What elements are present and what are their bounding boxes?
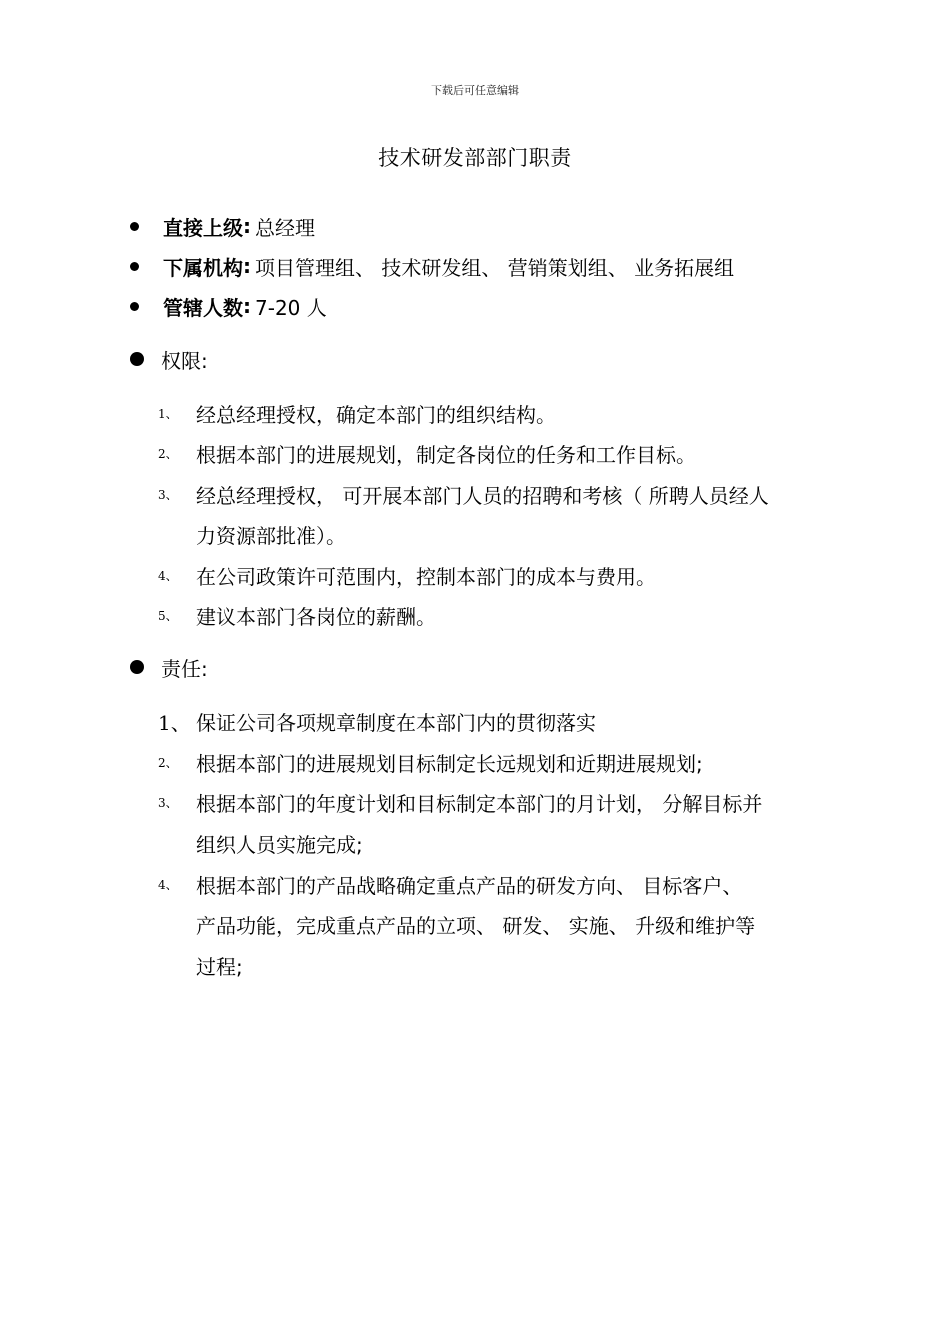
- item-text: 根据本部门的进展规划目标制定长远规划和近期进展规划;: [196, 751, 703, 776]
- info-label: 直接上级: [163, 215, 243, 240]
- item-number: 3、: [158, 487, 178, 502]
- responsibility-item-4-continued: 产品功能，完成重点产品的立项、 研发、 实施、 升级和维护等: [196, 913, 756, 938]
- item-number: 5、: [158, 608, 178, 623]
- info-value: 总经理: [255, 215, 315, 240]
- responsibility-item-3: [158, 787, 762, 817]
- document-title: 技术研发部部门职责: [378, 146, 572, 170]
- bullet-icon: [130, 660, 144, 674]
- info-row-superior: [130, 211, 315, 241]
- item-text: 根据本部门的年度计划和目标制定本部门的月计划， 分解目标并: [196, 791, 763, 816]
- section-heading-authority: [130, 344, 208, 374]
- section-heading-responsibility: [130, 652, 208, 682]
- bullet-icon: [130, 222, 139, 231]
- responsibility-item-4: [158, 869, 742, 899]
- item-number: 4、: [158, 568, 178, 583]
- info-colon: :: [243, 294, 251, 318]
- item-text: 根据本部门的进展规划，制定各岗位的任务和工作目标。: [196, 442, 696, 467]
- item-number: 3、: [158, 795, 178, 810]
- authority-item-3: [158, 479, 769, 509]
- section-title: 权限:: [161, 348, 208, 373]
- info-colon: :: [243, 214, 251, 238]
- item-number: 2、: [158, 755, 178, 770]
- item-number: 4、: [158, 877, 178, 892]
- bullet-icon: [130, 262, 139, 271]
- info-value: 7-20 人: [255, 295, 327, 320]
- item-text: 经总经理授权，确定本部门的组织结构。: [196, 402, 556, 427]
- authority-item-1: [158, 398, 556, 428]
- authority-item-2: [158, 438, 696, 468]
- info-label: 管辖人数: [163, 295, 243, 320]
- authority-item-5: [158, 600, 436, 630]
- section-title: 责任:: [161, 656, 208, 681]
- authority-item-3-continued: 力资源部批准）。: [196, 523, 346, 548]
- item-text: 根据本部门的产品战略确定重点产品的研发方向、 目标客户、: [196, 873, 743, 898]
- responsibility-item-3-continued: 组织人员实施完成;: [196, 832, 363, 857]
- responsibility-item-2: [158, 747, 703, 777]
- responsibility-item-1: [158, 706, 596, 736]
- responsibility-item-4-continued-2: 过程;: [196, 954, 243, 979]
- info-colon: :: [243, 254, 251, 278]
- authority-item-4: [158, 560, 656, 590]
- item-text: 在公司政策许可范围内，控制本部门的成本与费用。: [196, 564, 656, 589]
- item-text: 保证公司各项规章制度在本部门内的贯彻落实: [196, 710, 596, 735]
- bullet-icon: [130, 352, 144, 366]
- info-row-subordinates: [130, 251, 734, 281]
- info-value: 项目管理组、 技术研发组、 营销策划组、 业务拓展组: [255, 255, 735, 280]
- header-note: 下载后可任意编辑: [431, 84, 519, 97]
- item-number: 1、: [158, 710, 191, 735]
- item-number: 2、: [158, 446, 178, 461]
- item-text: 经总经理授权， 可开展本部门人员的招聘和考核（ 所聘人员经人: [196, 483, 769, 508]
- item-text: 建议本部门各岗位的薪酬。: [196, 604, 436, 629]
- info-row-headcount: [130, 291, 327, 321]
- info-label: 下属机构: [163, 255, 243, 280]
- bullet-icon: [130, 302, 139, 311]
- item-number: 1、: [158, 406, 178, 421]
